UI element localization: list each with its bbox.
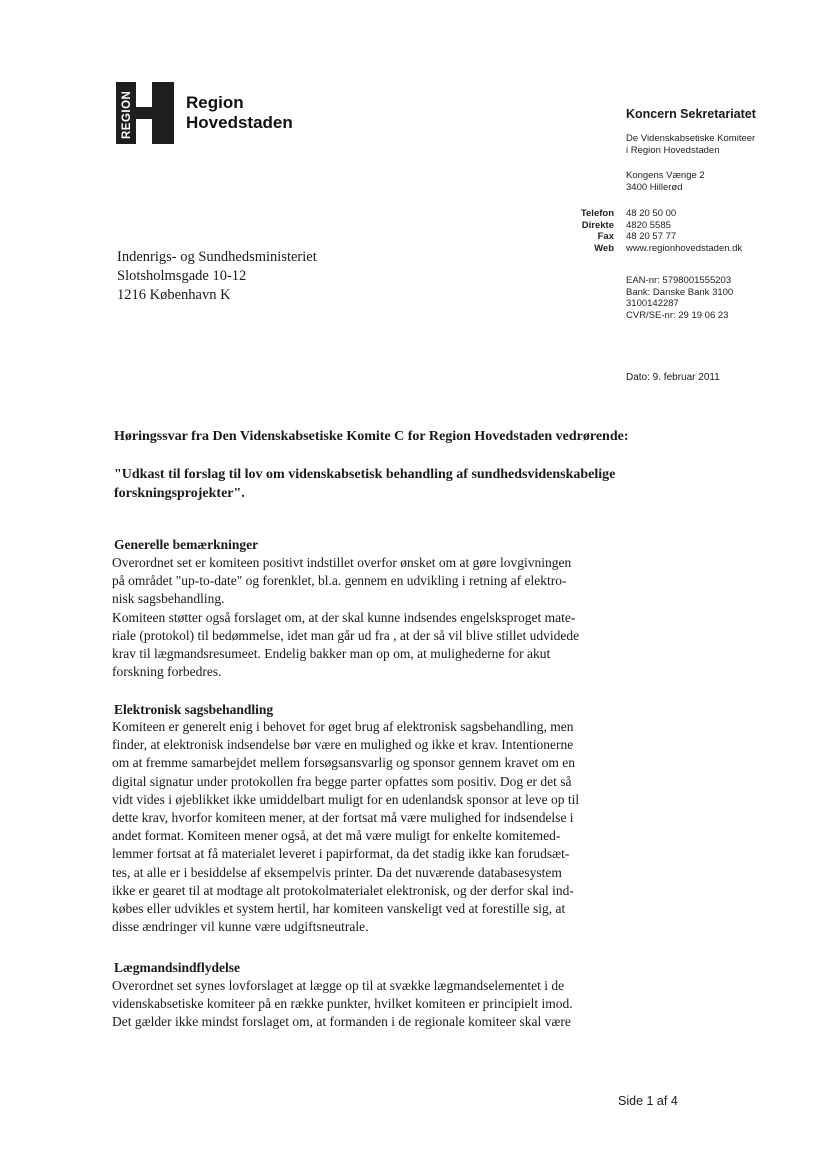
contact-label: Web (594, 242, 614, 254)
body-line: ikke er gearet til at modtage alt protokolmaterialet elektronisk, og der derfor skal ind- (112, 882, 574, 898)
body-line: disse ændringer vil kunne være udgiftsneutrale. (112, 919, 369, 935)
body-line: riale (protokol) til bedømmelse, idet man går ud fra , at der så vil blive stillet udvidede (112, 627, 580, 643)
logo-vertical-text: REGION (121, 90, 133, 139)
letter-date: Dato: 9. februar 2011 (626, 372, 720, 383)
body-line: Overordnet set er komiteen positivt indstillet overfor ønsket om at gøre lovgivningen (112, 555, 572, 570)
recipient-line: 1216 København K (117, 287, 231, 303)
letter-subject (114, 465, 615, 503)
contact-labels (548, 208, 614, 254)
contact-label: Direkte (581, 219, 614, 231)
body-line: tes, at alle er i besiddelse af eksempelvis printer. Da det nuværende databasesystem (112, 864, 562, 880)
bank-line: CVR/SE-nr: 29 19 06 23 (626, 309, 729, 321)
address-line: Kongens Vænge 2 (626, 170, 705, 181)
letter-title: Høringssvar fra Den Videnskabsetiske Komite C for Region Hovedstaden vedrørende: (114, 429, 629, 444)
bank-line: 3100142287 (626, 298, 679, 309)
body-line: om at fremme samarbejdet mellem forsøgsansvarlig og sponsor gennem kravet om en (112, 755, 575, 771)
page-number: Side 1 af 4 (618, 1094, 678, 1108)
bank-line: EAN-nr: 5798001555203 (626, 275, 732, 286)
sender-address (626, 170, 705, 193)
body-line: Overordnet set synes lovforslaget at lægge op til at svække lægmandselementet i de (112, 978, 565, 993)
committee-line: De Videnskabsetiske Komiteer (626, 133, 756, 144)
contact-label: Telefon (580, 208, 614, 219)
bank-line: Bank: Danske Bank 3100 (626, 286, 734, 298)
section-body-generelle (112, 554, 632, 681)
recipient-address (117, 248, 317, 305)
contact-label: Fax (597, 231, 614, 242)
sender-department: Koncern Sekretariatet (626, 107, 756, 121)
contact-value: 4820 5585 (626, 219, 671, 231)
section-heading-laegmand: Lægmandsindflydelse (114, 960, 241, 975)
address-line: 3400 Hillerød (626, 181, 683, 193)
logo-line-2: Hovedstaden (186, 113, 293, 132)
body-line: forskning forbedres. (112, 664, 222, 680)
section-body-elektronisk (112, 718, 632, 936)
contact-value: 48 20 57 77 (626, 231, 677, 242)
body-line: krav til lægmandsresumeet. Endelig bakker man op om, at mulighederne for akut (112, 646, 551, 662)
bank-info (626, 275, 733, 321)
recipient-line: Indenrigs- og Sundhedsministeriet (117, 249, 317, 265)
subject-line: forskningsprojekter". (114, 486, 245, 501)
section-body-laegmand (112, 977, 632, 1032)
website-link[interactable]: www.regionhovedstaden.dk (626, 242, 743, 254)
body-line: finder, at elektronisk indsendelse bør være en mulighed og ikke et krav. Intentionerne (112, 737, 574, 753)
sender-committee (626, 133, 755, 156)
subject-line: "Udkast til forslag til lov om videnskabsetisk behandling af sundhedsvidenskabelige (114, 467, 616, 482)
body-line: nisk sagsbehandling. (112, 591, 225, 607)
body-line: vidt vides i øjeblikket ikke umiddelbart muligt for en udenlandsk sponsor at leve op til (112, 791, 580, 807)
body-line: Det gælder ikke mindst forslaget om, at formanden i de regionale komiteer skal være (112, 1014, 571, 1030)
body-line: på området "up-to-date" og forenklet, bl.a. gennem en udvikling i retning af elektro- (112, 573, 567, 589)
region-hovedstaden-logo (116, 82, 174, 144)
logo-line-1: Region (186, 93, 244, 112)
body-line: videnskabsetiske komiteer på en række punkter, hvilket komiteen er principielt imod. (112, 996, 573, 1012)
contact-value: 48 20 50 00 (626, 208, 677, 219)
body-line: andet format. Komiteen mener også, at det må være muligt for enkelte komitemed- (112, 828, 561, 844)
logo-text (186, 93, 293, 133)
body-line: Komiteen støtter også forslaget om, at der skal kunne indsendes engelsksproget mate- (112, 609, 576, 625)
body-line: købes eller udvikles et system hertil, har komiteen vanskeligt ved at forestille sig, at (112, 901, 566, 917)
recipient-line: Slotsholmsgade 10-12 (117, 268, 247, 284)
body-line: digital signatur under protokollen fra begge parter opfattes som positiv. Dog er det så (112, 773, 572, 789)
body-line: dette krav, hvorfor komiteen mener, at der fortsat må være mulighed for indsendelse i (112, 810, 574, 826)
contact-values (626, 208, 742, 254)
body-line: Komiteen er generelt enig i behovet for øget brug af elektronisk sagsbehandling, men (112, 719, 574, 734)
body-line: lemmer fortsat at få materialet leveret i papirformat, da det stadig ikke kan forudsæt- (112, 846, 570, 862)
section-heading-generelle: Generelle bemærkninger (114, 537, 259, 552)
section-heading-elektronisk: Elektronisk sagsbehandling (114, 702, 274, 717)
committee-line: i Region Hovedstaden (626, 144, 720, 156)
